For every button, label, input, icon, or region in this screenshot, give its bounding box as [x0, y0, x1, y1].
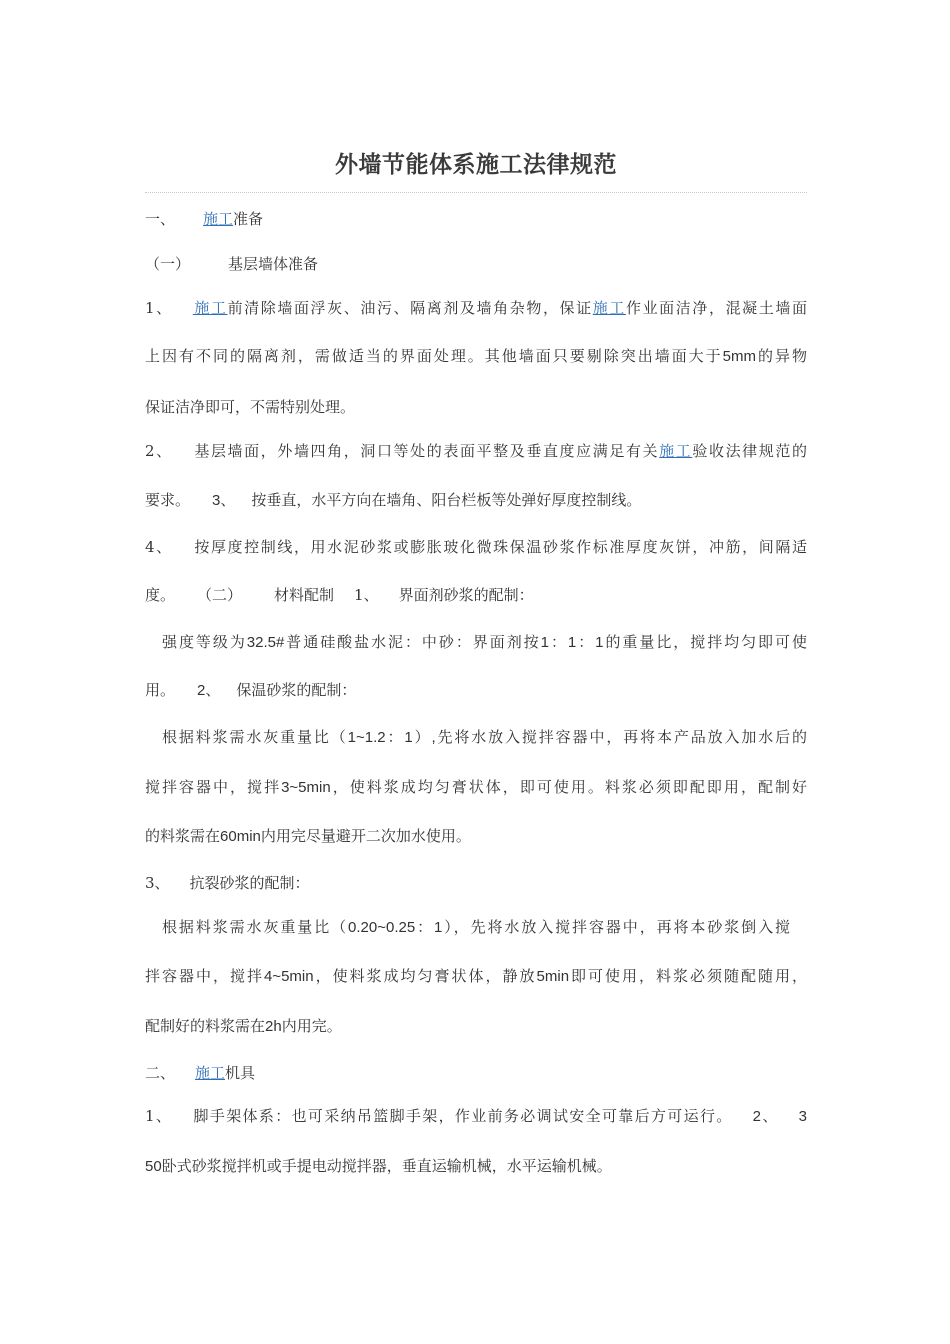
paragraph-line — [145, 713, 807, 762]
paragraph-text: 根据料浆需水灰重量比（ — [162, 728, 348, 746]
paragraph-text: 卧式砂浆搅拌机或手提电动搅拌器，垂直运输机械，水平运输机械。 — [161, 1157, 612, 1175]
construction-link[interactable]: 施工 — [203, 210, 234, 228]
measurement: 5mm — [722, 348, 757, 365]
cement-grade: 32.5# — [246, 634, 285, 651]
mix-ratio: 1：1：1 — [540, 634, 604, 651]
paragraph-text: 作业面洁净，混凝土墙面 — [625, 299, 807, 317]
paragraph-line — [145, 903, 790, 952]
duration: 4~5min — [263, 968, 314, 985]
item-number: 4、 — [145, 538, 173, 556]
paragraph-text: 内用完尽量避开二次加水使用。 — [260, 827, 471, 845]
paragraph-text: 基层墙面，外墙四角，洞口等处的表面平整及垂直度应满足有关 — [192, 442, 660, 460]
mix-ratio: 1~1.2：1）, — [347, 729, 436, 746]
paragraph-line — [145, 1002, 807, 1051]
duration: 5min — [536, 968, 570, 985]
paragraph-text: 按厚度控制线，用水泥砂浆或膨胀玻化微珠保温砂浆作标准厚度灰饼，冲筋，间隔适 — [192, 538, 807, 556]
subsection-heading-text: 材料配制 — [274, 586, 335, 604]
paragraph-text: 搅拌容器中，搅拌 — [145, 778, 282, 796]
document-page — [145, 0, 807, 1344]
paragraph-line — [145, 523, 807, 571]
item-number: 2、 — [752, 1108, 779, 1125]
mix-ratio: 0.20~0.25：1） — [348, 919, 454, 936]
paragraph-line — [145, 476, 807, 525]
paragraph-text: ，使料浆成均匀膏状体，静放 — [313, 967, 537, 985]
section-heading-text: 机具 — [225, 1064, 256, 1082]
paragraph-text: 即可使用，料浆必须随配随用， — [569, 967, 807, 985]
paragraph-text: 脚手架体系：也可采纳吊篮脚手架，作业前务必调试安全可靠后方可运行。 — [192, 1107, 733, 1125]
paragraph-line — [145, 1142, 807, 1191]
item-number: 2、 — [145, 442, 173, 460]
subsection-number: （一） — [145, 255, 191, 273]
item-number: 2、 — [197, 682, 221, 699]
item-number: 1、 — [145, 299, 173, 317]
paragraph-text: 用。 — [145, 681, 176, 699]
paragraph-text: 普通硅酸盐水泥：中砂：界面剂按 — [284, 633, 541, 651]
section-number: 二、 — [145, 1064, 176, 1082]
paragraph-text: 抗裂砂浆的配制： — [189, 874, 310, 892]
paragraph-text: 要求。 — [145, 491, 191, 509]
duration: 2h — [265, 1018, 282, 1035]
paragraph-text: 先将水放入搅拌容器中，再将本产品放入加水后的 — [435, 728, 807, 746]
model-number: 3 — [798, 1108, 807, 1125]
item-number: 1、 — [145, 1107, 173, 1125]
paragraph-text: 的重量比，搅拌均匀即可使 — [603, 633, 807, 651]
paragraph-text: 强度等级为 — [162, 633, 247, 651]
paragraph-text: 的异物 — [756, 347, 807, 365]
paragraph-text: 根据料浆需水灰重量比（ — [162, 918, 349, 936]
paragraph-text: 验收法律规范的 — [692, 442, 807, 460]
paragraph-line — [145, 763, 807, 812]
section-number: 一、 — [145, 210, 176, 228]
paragraph-line — [145, 618, 807, 667]
paragraph-line — [145, 952, 807, 1001]
item-number: 3、 — [212, 492, 236, 509]
duration: 60min — [220, 828, 261, 845]
section-heading-1 — [145, 195, 807, 243]
paragraph-text: 保温砂浆的配制： — [236, 681, 357, 699]
paragraph-line — [145, 859, 807, 907]
paragraph-text: 界面剂砂浆的配制： — [398, 586, 534, 604]
paragraph-line — [145, 332, 807, 381]
paragraph-text: ，使料浆成均匀膏状体，即可使用。料浆必须即配即用，配制好 — [330, 778, 807, 796]
paragraph-text: 保证洁净即可，不需特别处理。 — [145, 398, 356, 416]
title-divider — [145, 192, 807, 193]
duration: 3~5min — [281, 779, 331, 796]
paragraph-line — [145, 571, 807, 619]
subsection-heading-text: 基层墙体准备 — [228, 255, 319, 273]
paragraph-line — [145, 427, 807, 475]
paragraph-line — [145, 383, 807, 431]
paragraph-line — [145, 284, 807, 332]
paragraph-text: ，先将水放入搅拌容器中，再将本砂浆倒入搅 — [453, 918, 790, 936]
construction-link[interactable]: 施工 — [195, 1064, 226, 1082]
paragraph-text: 度。 — [145, 586, 176, 604]
paragraph-line — [145, 666, 807, 715]
section-heading-text: 准备 — [233, 210, 264, 228]
paragraph-line — [145, 1092, 807, 1141]
subsection-heading-1 — [145, 240, 807, 288]
section-heading-2 — [145, 1049, 807, 1097]
item-number: 3、 — [145, 874, 170, 892]
construction-link[interactable]: 施工 — [659, 442, 693, 460]
construction-link[interactable]: 施工 — [192, 299, 228, 317]
construction-link[interactable]: 施工 — [592, 299, 626, 317]
paragraph-text: 内用完。 — [281, 1017, 342, 1035]
subsection-number: （二） — [197, 586, 243, 604]
paragraph-line — [145, 812, 807, 861]
paragraph-text: 上因有不同的隔离剂，需做适当的界面处理。其他墙面只要剔除突出墙面大于 — [145, 347, 723, 365]
model-number: 50 — [145, 1158, 162, 1175]
paragraph-text: 按垂直，水平方向在墙角、阳台栏板等处弹好厚度控制线。 — [251, 491, 642, 509]
paragraph-text: 配制好的料浆需在 — [145, 1017, 266, 1035]
paragraph-text: 拌容器中，搅拌 — [145, 967, 264, 985]
document-title: 外墙节能体系施工法律规范 — [335, 152, 617, 178]
paragraph-text: 前清除墙面浮灰、油污、隔离剂及墙角杂物，保证 — [227, 299, 593, 317]
item-number: 1、 — [354, 586, 379, 604]
paragraph-text: 的料浆需在 — [145, 827, 221, 845]
